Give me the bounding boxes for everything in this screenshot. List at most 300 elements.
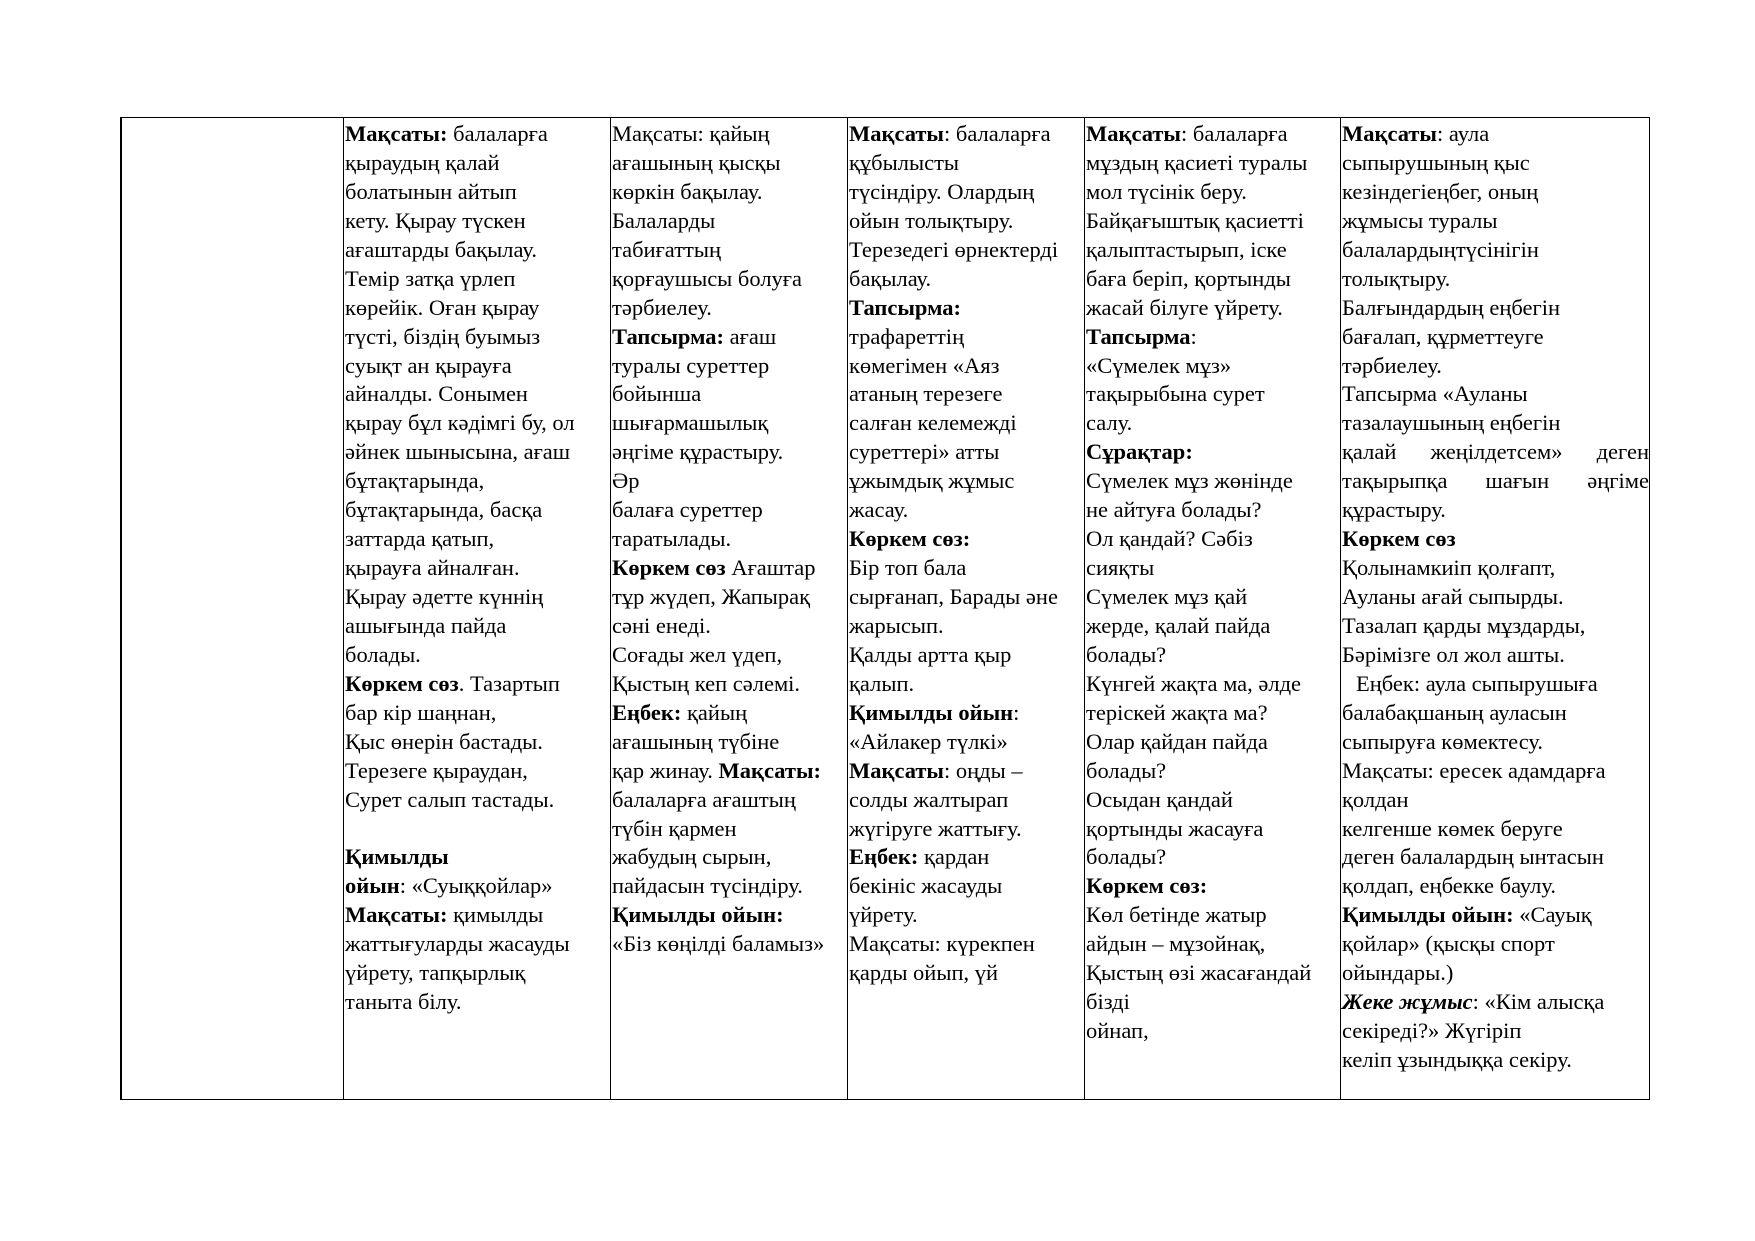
text-line [849, 930, 1084, 959]
text-run: қалай жеңілдетсем» деген [1342, 439, 1649, 465]
text-line [612, 786, 847, 815]
text-line [849, 207, 1084, 236]
text-run: Байқағыштық қасиетті [1086, 207, 1304, 233]
text-line [345, 901, 610, 930]
bold-label: Мақсаты: [345, 121, 448, 146]
text-run: түбін қармен [612, 815, 737, 841]
text-line [849, 352, 1084, 381]
text-run: қырауға айналған. [345, 555, 520, 581]
text-run: жұмысы туралы [1342, 207, 1498, 233]
text-run: туралы суреттер [612, 352, 770, 378]
text-run: тақырыпқа шағын әңгіме [1342, 468, 1649, 494]
text-line [849, 438, 1084, 467]
text-line [612, 178, 847, 207]
text-line [1086, 323, 1340, 352]
text-line [1342, 409, 1651, 438]
text-run: табиғаттың [612, 236, 722, 262]
text-run: жабудың сырын, [612, 844, 772, 870]
text-run: Сүмелек мұз қай [1086, 584, 1248, 609]
text-line [849, 641, 1084, 670]
bold-label: Еңбек: [849, 844, 919, 870]
text-line [1342, 670, 1651, 699]
text-run: ағашының түбіне [612, 728, 780, 754]
text-line [849, 323, 1084, 352]
text-run: бұтақтарында, басқа [345, 497, 543, 523]
table-column-1 [343, 118, 610, 1099]
text-run: : аула [1437, 121, 1490, 146]
bold-label: Мақсаты [1086, 121, 1181, 146]
text-run: ұжымдық жұмыс [849, 468, 1015, 494]
text-run: суықт ан қырауға [345, 352, 512, 378]
text-run: болатынын айтып [345, 178, 517, 204]
bold-label: ойын [345, 873, 400, 899]
text-line [849, 786, 1084, 815]
text-run: кезіндегіеңбег, оның [1342, 178, 1539, 204]
text-run: Балаларды [612, 207, 716, 233]
text-line [849, 149, 1084, 178]
text-run: Балғындардың еңбегін [1342, 294, 1561, 320]
text-line [345, 467, 610, 496]
text-run: сәні енеді. [612, 612, 711, 638]
text-line [612, 901, 847, 930]
text-run: жасау. [849, 497, 909, 523]
text-line [1086, 352, 1340, 381]
text-line [1086, 438, 1340, 467]
text-line [1086, 612, 1340, 641]
text-line [345, 872, 610, 901]
text-run: тазалаушының еңбегін [1342, 410, 1561, 436]
text-run: Әр [612, 468, 640, 494]
text-run: жүгіруге жаттығу. [849, 815, 1022, 841]
text-run: үйрету. [849, 902, 918, 928]
text-run: айдын – мұзойнақ, [1086, 931, 1266, 957]
text-run: кету. Қырау түскен [345, 207, 526, 233]
text-line [1086, 265, 1340, 294]
text-line [345, 843, 610, 872]
bold-label: Тапсырма: [849, 294, 962, 320]
text-run: «Айлакер түлкі» [849, 728, 1008, 754]
text-run: келіп ұзындыққа секіру. [1342, 1047, 1572, 1072]
text-run: болады? [1086, 844, 1167, 870]
text-line [1342, 843, 1651, 872]
text-run: секіреді?» Жүгіріп [1342, 1018, 1522, 1044]
text-line [345, 728, 610, 757]
text-line [849, 901, 1084, 930]
text-line [1086, 178, 1340, 207]
text-line [1342, 438, 1651, 467]
text-run: Бір топ бала [849, 555, 967, 581]
table-column-empty [121, 118, 123, 1099]
text-run: қырау бұл кәдімгі бу, ол [345, 410, 575, 436]
text-run: : [1013, 699, 1020, 725]
text-run: Қырау әдетте күннің [345, 584, 544, 609]
text-line [849, 496, 1084, 525]
text-line [1342, 1046, 1651, 1075]
text-run: Осыдан қандай [1086, 786, 1233, 812]
text-line [612, 265, 847, 294]
text-line [1086, 236, 1340, 265]
text-run: келгенше көмек беруге [1342, 815, 1563, 841]
text-line [1342, 178, 1651, 207]
text-line [1342, 265, 1651, 294]
text-line [1342, 496, 1651, 525]
text-run: баға беріп, қортынды [1086, 265, 1291, 291]
text-line [1342, 467, 1651, 496]
text-run: сыпыруға көмектесу. [1342, 728, 1544, 754]
text-line [612, 612, 847, 641]
text-line [1342, 901, 1651, 930]
text-line [612, 207, 847, 236]
text-line [1342, 323, 1651, 352]
text-run: ағаш [724, 323, 777, 349]
text-run: : «Кім алысқа [1472, 989, 1605, 1015]
text-run: Ауланы ағай сыпырды. [1342, 584, 1564, 609]
text-run: Тапсырма «Ауланы [1342, 381, 1528, 407]
text-run: әңгіме құрастыру. [612, 439, 784, 465]
text-line [849, 612, 1084, 641]
text-line [1086, 207, 1340, 236]
text-line [1342, 988, 1651, 1017]
text-line [1342, 959, 1651, 988]
text-line [1342, 612, 1651, 641]
text-run: Қыс өнерін бастады. [345, 728, 543, 754]
text-line [1086, 496, 1340, 525]
text-run: қардан [918, 844, 990, 870]
bold-label: Тапсырма: [612, 323, 725, 349]
text-run: мұздың қасиеті туралы [1086, 149, 1308, 175]
text-line [345, 930, 610, 959]
text-run: көркін бақылау. [612, 178, 763, 204]
text-run: ашығында пайда [345, 612, 507, 638]
text-run: Олар қайдан пайда [1086, 728, 1268, 754]
text-run: шығармашылық [612, 410, 769, 436]
text-line [849, 728, 1084, 757]
text-line [1086, 843, 1340, 872]
text-line [612, 467, 847, 496]
text-run: тұр жүдеп, Жапырақ [612, 584, 811, 609]
bold-label: Қимылды [345, 844, 449, 870]
text-run: Бәрімізге ол жол ашты. [1342, 641, 1565, 667]
text-run: сияқты [1086, 555, 1155, 581]
text-line [1342, 525, 1651, 554]
text-run: : балаларға [944, 121, 1051, 146]
text-line [345, 612, 610, 641]
text-line [849, 409, 1084, 438]
text-line [1342, 236, 1651, 265]
text-run: «Біз көңілді баламыз» [612, 931, 825, 957]
text-line [612, 352, 847, 381]
text-run: қойлар» (қысқы спорт [1342, 931, 1555, 957]
text-run: құрастыру. [1342, 497, 1446, 523]
text-line [1086, 467, 1340, 496]
text-line [345, 236, 610, 265]
text-line [1342, 728, 1651, 757]
text-line [345, 525, 610, 554]
text-run: салған келемежді [849, 410, 1017, 436]
text-run: таратылады. [612, 526, 732, 552]
text-line [1086, 380, 1340, 409]
text-run: заттарда қатып, [345, 526, 495, 552]
text-run: салу. [1086, 410, 1133, 436]
text-line [612, 872, 847, 901]
text-run: бақылау. [849, 265, 932, 291]
text-line [1342, 583, 1651, 612]
text-line [612, 236, 847, 265]
text-line [1086, 294, 1340, 323]
text-line [1342, 699, 1651, 728]
text-run: балаға суреттер [612, 497, 763, 523]
text-run: ағаштарды бақылау. [345, 236, 537, 262]
text-line [612, 438, 847, 467]
text-line [1342, 872, 1651, 901]
text-line [345, 178, 610, 207]
bold-italic-label [1342, 989, 1473, 1014]
text-line [849, 380, 1084, 409]
text-line [849, 265, 1084, 294]
table-column-4 [1084, 118, 1340, 1099]
text-line [345, 380, 610, 409]
text-line [1086, 120, 1340, 149]
text-line [612, 149, 847, 178]
text-run: тәрбиелеу. [612, 294, 712, 320]
text-run: теріскей жақта ма? [1086, 699, 1268, 725]
text-line [849, 236, 1084, 265]
text-line [1342, 815, 1651, 844]
text-line [612, 496, 847, 525]
text-line [849, 120, 1084, 149]
text-run: Мақсаты: күрекпен [849, 931, 1035, 957]
text-run: сырғанап, Барады әне [849, 584, 1058, 609]
text-run: жаттығуларды жасауды [345, 931, 570, 957]
text-line [1342, 757, 1651, 786]
text-line [345, 496, 610, 525]
text-line [849, 815, 1084, 844]
text-run: таныта білу. [345, 989, 462, 1015]
bold-label: Қимылды ойын [849, 699, 1014, 725]
text-run: түсіндіру. Олардың [849, 178, 1035, 204]
text-line [345, 323, 610, 352]
bold-label: Тапсырма [1086, 323, 1191, 349]
text-line [1342, 641, 1651, 670]
text-run: тақырыбына сурет [1086, 381, 1265, 407]
text-run: қимылды [447, 902, 544, 928]
text-run: : [1190, 323, 1197, 349]
text-run: ойнап, [1086, 1018, 1149, 1044]
text-line [1342, 120, 1651, 149]
text-line [345, 641, 610, 670]
text-line [1342, 930, 1651, 959]
table-column-5 [1340, 118, 1651, 1099]
text-run: ойындары.) [1342, 960, 1454, 986]
bold-label: Көркем сөз [612, 555, 726, 581]
text-line [612, 670, 847, 699]
text-run: пайдасын түсіндіру. [612, 873, 803, 899]
text-line [612, 843, 847, 872]
text-run: ойын толықтыру. [849, 207, 1014, 233]
text-line [612, 525, 847, 554]
text-line [345, 959, 610, 988]
text-run: қолдан [1342, 786, 1409, 812]
text-run: Қолынамкиіп қолғапт, [1342, 555, 1556, 581]
text-run: ағашының қысқы [612, 149, 781, 175]
text-line [345, 149, 610, 178]
text-line [1086, 409, 1340, 438]
text-run: «Сүмелек мұз» [1086, 352, 1232, 378]
text-line [345, 409, 610, 438]
text-line [849, 699, 1084, 728]
text-line [345, 988, 610, 1017]
text-run: Қыстың өзі жасағандай [1086, 960, 1312, 986]
text-run: «Сауық [1513, 902, 1592, 928]
text-line [1086, 728, 1340, 757]
text-run: жасай білуге үйрету. [1086, 294, 1283, 320]
bold-label: Көркем сөз [345, 670, 459, 696]
text-line [345, 699, 610, 728]
bold-label: Жеке жұмыс [1342, 989, 1473, 1015]
text-line [1342, 294, 1651, 323]
text-line [345, 583, 610, 612]
text-run: толықтыру. [1342, 265, 1451, 291]
text-line [1086, 525, 1340, 554]
text-line [849, 757, 1084, 786]
text-line [1086, 786, 1340, 815]
text-run: Ағаштар [725, 555, 816, 581]
text-run: балаларға [447, 121, 548, 146]
bold-label: Сұрақтар: [1086, 439, 1193, 465]
text-run: мол түсінік беру. [1086, 178, 1247, 204]
text-run: бізді [1086, 989, 1130, 1015]
text-line [1342, 380, 1651, 409]
text-line [849, 294, 1084, 323]
text-line [1342, 149, 1651, 178]
text-run: қайың [681, 699, 748, 725]
text-run: суреттері» атты [849, 439, 1000, 465]
text-line [1086, 641, 1340, 670]
text-run: Еңбек: аула сыпырушыға [1356, 670, 1598, 696]
text-line [1086, 930, 1340, 959]
text-run: : «Суыққойлар» [399, 873, 553, 899]
text-line [612, 409, 847, 438]
text-run: Мақсаты: ересек адамдарға [1342, 757, 1606, 783]
text-line [1086, 1017, 1340, 1046]
text-run: бойынша [612, 381, 702, 407]
text-line [345, 265, 610, 294]
text-line [1086, 872, 1340, 901]
bold-label: Мақсаты [1342, 121, 1437, 146]
text-line [345, 670, 610, 699]
text-line [345, 815, 610, 844]
text-run: Көл бетінде жатыр [1086, 902, 1267, 928]
text-run: қалыптастырып, іске [1086, 236, 1287, 262]
bold-label: Қимылды ойын: [612, 902, 784, 928]
text-run: болады? [1086, 757, 1167, 783]
text-run: көрейік. Оған қырау [345, 294, 540, 320]
text-line [1086, 583, 1340, 612]
text-run: көмегімен «Аяз [849, 352, 1000, 378]
text-run: Ол қандай? Сәбіз [1086, 526, 1253, 552]
text-line [849, 583, 1084, 612]
text-line [849, 467, 1084, 496]
text-line [612, 757, 847, 786]
text-line [1086, 699, 1340, 728]
text-run: болады. [345, 641, 421, 667]
text-run: болады? [1086, 641, 1167, 667]
text-line [345, 786, 610, 815]
text-line [345, 207, 610, 236]
bold-label: Мақсаты [849, 121, 944, 146]
text-line [849, 178, 1084, 207]
text-run: : оңды – [944, 757, 1023, 783]
text-run: жарысып. [849, 612, 944, 638]
text-run: үйрету, тапқырлық [345, 960, 526, 986]
text-run: қорғаушысы болуға [612, 265, 803, 291]
text-run: Сурет салып тастады. [345, 786, 555, 812]
text-line [849, 525, 1084, 554]
text-line [612, 728, 847, 757]
text-run: қортынды жасауға [1086, 815, 1264, 841]
text-line [1342, 352, 1651, 381]
text-run: бұтақтарында, [345, 468, 485, 494]
text-run: Темір затқа үрлеп [345, 265, 516, 291]
text-line [612, 699, 847, 728]
text-run: Терезедегі өрнектерді [849, 236, 1059, 262]
bold-label: Мақсаты [849, 757, 944, 783]
text-line [1086, 901, 1340, 930]
text-line [849, 670, 1084, 699]
text-line [1342, 554, 1651, 583]
table-column-2 [610, 118, 847, 1099]
text-run: бекініс жасауды [849, 873, 1003, 899]
text-line [612, 930, 847, 959]
text-run: қалып. [849, 670, 915, 696]
text-run: балаларға ағаштың [612, 786, 796, 812]
text-run: Күнгей жақта ма, әлде [1086, 670, 1302, 696]
text-line [345, 294, 610, 323]
text-run: жерде, қалай пайда [1086, 612, 1271, 638]
text-line [612, 120, 847, 149]
text-line [1086, 149, 1340, 178]
text-line [345, 352, 610, 381]
text-line [612, 380, 847, 409]
text-run: айналды. Сонымен [345, 381, 528, 407]
text-run: құбылысты [849, 149, 960, 175]
text-run: Қыстың кеп сәлемі. [612, 670, 801, 696]
text-run: қолдап, еңбекке баулу. [1342, 873, 1557, 899]
bold-label: Көркем сөз: [849, 526, 971, 552]
text-line [1342, 1017, 1651, 1046]
text-line [345, 554, 610, 583]
text-line [1342, 207, 1651, 236]
text-run: солды жалтырап [849, 786, 1009, 812]
text-run: балабақшаның ауласын [1342, 699, 1567, 725]
text-run: қарды ойып, үй [849, 960, 999, 986]
text-line [345, 757, 610, 786]
text-run: Соғады жел үдеп, [612, 641, 783, 667]
text-run: : балаларға [1181, 121, 1288, 146]
text-line [345, 120, 610, 149]
text-run: қар жинау. [612, 757, 719, 783]
bold-label: Мақсаты: [718, 757, 822, 783]
text-run: сыпырушының қыс [1342, 149, 1530, 175]
text-line [345, 438, 610, 467]
bold-label: Мақсаты: [345, 902, 448, 928]
text-run: бар кір шаңнан, [345, 699, 497, 725]
text-line [1086, 554, 1340, 583]
text-line [1086, 670, 1340, 699]
bold-label: Көркем сөз [1342, 526, 1456, 552]
text-line [1342, 786, 1651, 815]
text-run: Сүмелек мұз жөнінде [1086, 468, 1293, 494]
